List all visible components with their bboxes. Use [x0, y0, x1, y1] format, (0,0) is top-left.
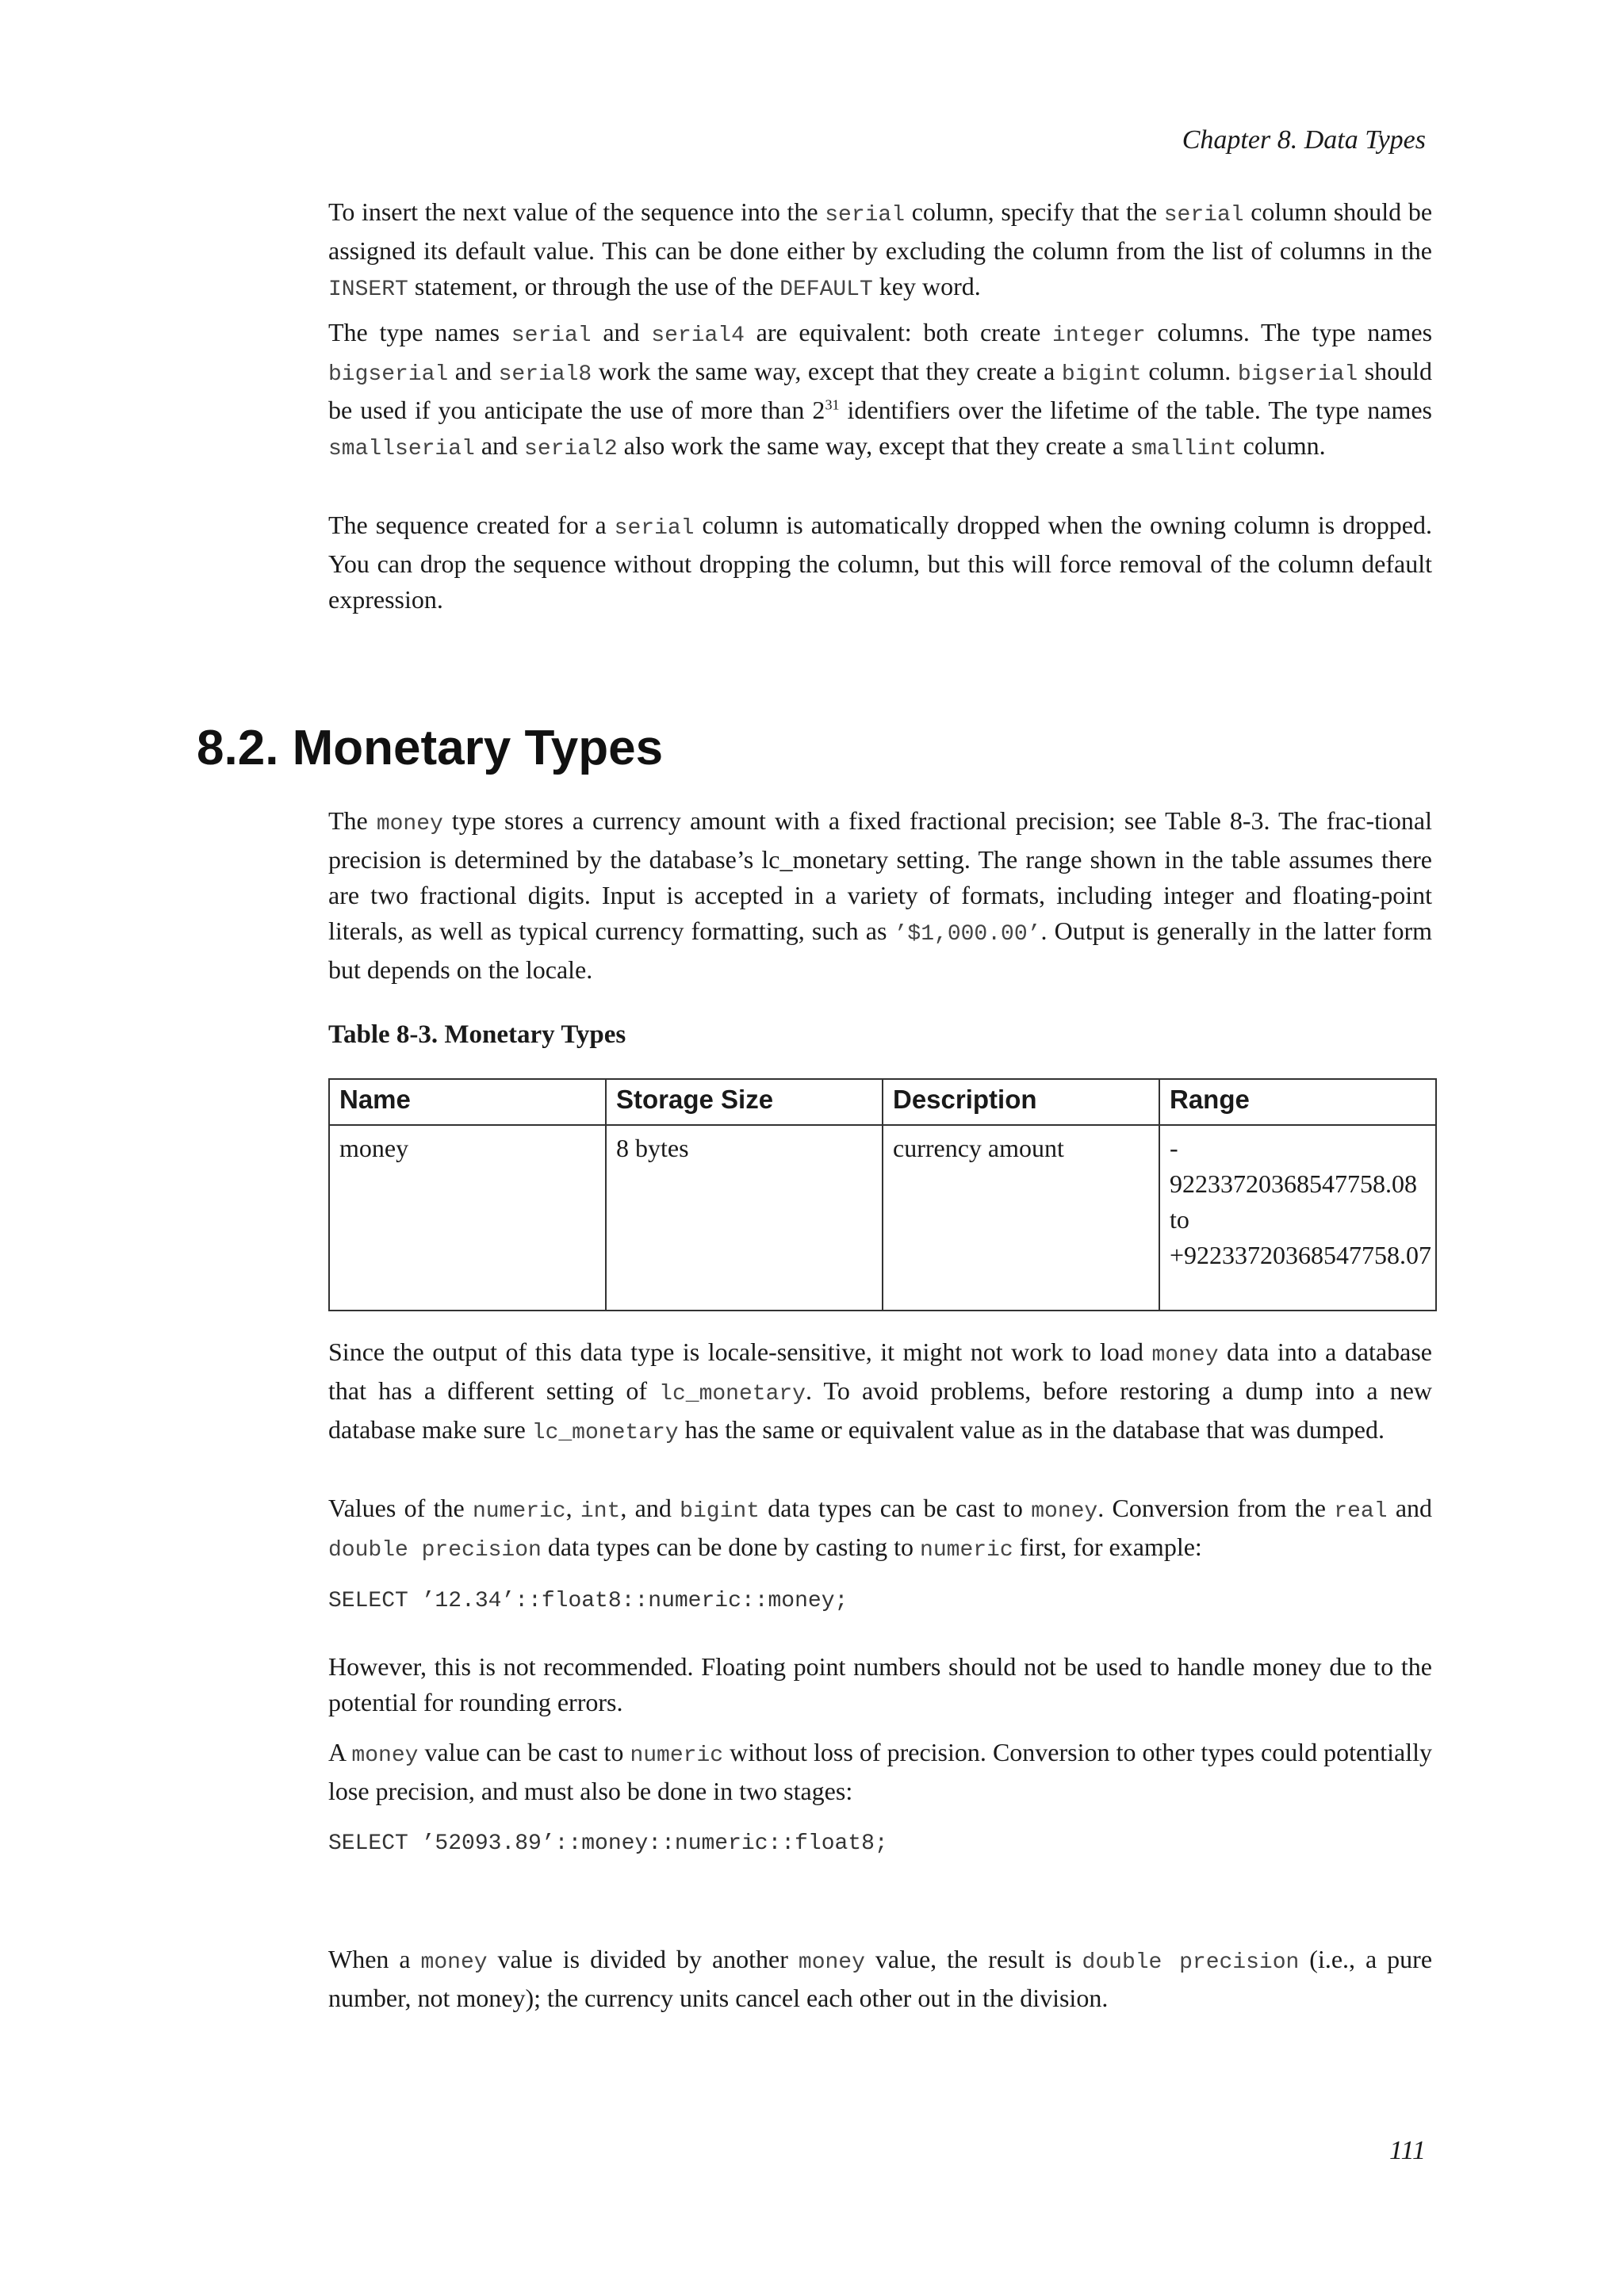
- code-example-1: SELECT ’12.34’::float8::numeric::money;: [328, 1589, 848, 1613]
- section-paragraph-1: The money type stores a currency amount with a fixed fractional precision; see Table 8-3. The frac-tional precision is determined by the database’s lc_monetary setting. The range shown in the table assumes there are two fractional digits. Input is accepted in a variety of formats, including integer and floating-point literals, as well as typical currency formatting, such as ’$1,000.00’. Output is generally in the latter form but depends on the locale.: [328, 806, 1433, 984]
- cell-range: - 92233720368547758.08 to +92233720368547758.07: [1159, 1125, 1436, 1311]
- column-header-description: Description: [883, 1079, 1159, 1125]
- monetary-types-table: [328, 1078, 1437, 1311]
- table-row: [329, 1125, 1436, 1311]
- after-paragraph-1: Since the output of this data type is locale-sensitive, it might not work to load money data into a database that has a different setting of lc_monetary. To avoid problems, before restoring a dump into a new database make sure lc_monetary has the same or equivalent value as in the database that was dumped.: [328, 1337, 1433, 1445]
- intro-paragraph-2: The type names serial and serial4 are equivalent: both create integer columns. The type names bigserial and serial8 work the same way, except that they create a bigint column. bigserial should be used if you anticipate the use of more than $2^{31}$ identifiers over the lifetime of the table. The type names smallserial and serial2 also work the same way, except that they create a smallint column.: [328, 318, 1433, 461]
- intro-paragraph-3: The sequence created for a serial column is automatically dropped when the owning column is dropped. You can drop the sequence without dropping the column, but this will force removal of the column default expression.: [328, 511, 1433, 614]
- superscript: 31: [825, 396, 840, 413]
- column-header-name: Name: [329, 1079, 606, 1125]
- table-header-row: [329, 1079, 1436, 1125]
- after-paragraph-2: Values of the numeric, int, and bigint data types can be cast to money. Conversion from the real and double precision data types can be done by casting to numeric first, for example:: [328, 1494, 1433, 1563]
- inline-code: INSERT: [328, 277, 408, 302]
- section-title: 8.2. Monetary Types: [197, 721, 664, 775]
- column-header-range: Range: [1159, 1079, 1436, 1125]
- cell-description: currency amount: [883, 1125, 1159, 1311]
- cell-storage-size: 8 bytes: [606, 1125, 883, 1311]
- column-header-storage-size: Storage Size: [606, 1079, 883, 1125]
- inline-code: DEFAULT: [779, 277, 873, 302]
- inline-code: serial: [825, 203, 906, 228]
- intro-paragraph-1: To insert the next value of the sequence into the serial column, specify that the serial column should be assigned its default value. This can be done either by excluding the column from the list of columns in the INSERT statement, or through the use of the DEFAULT key word.: [328, 197, 1433, 302]
- code-example-2: SELECT ’52093.89’::money::numeric::float8;: [328, 1831, 888, 1856]
- cell-name: money: [329, 1125, 606, 1311]
- after-paragraph-3: However, this is not recommended. Floating point numbers should not be used to handle money due to the potential for rounding errors.: [328, 1652, 1432, 1716]
- inline-code: serial: [1163, 203, 1244, 228]
- table-title: Table 8-3. Monetary Types: [328, 1020, 626, 1049]
- after-paragraph-4: A money value can be cast to numeric without loss of precision. Conversion to other types could potentially lose precision, and must also be done in two stages:: [328, 1738, 1433, 1805]
- running-header: Chapter 8. Data Types: [1182, 125, 1426, 155]
- page-number: 111: [1389, 2136, 1426, 2165]
- after-paragraph-5: When a money value is divided by another money value, the result is double precision (i.e., a pure number, not money); the currency units cancel each other out in the division.: [328, 1945, 1433, 2012]
